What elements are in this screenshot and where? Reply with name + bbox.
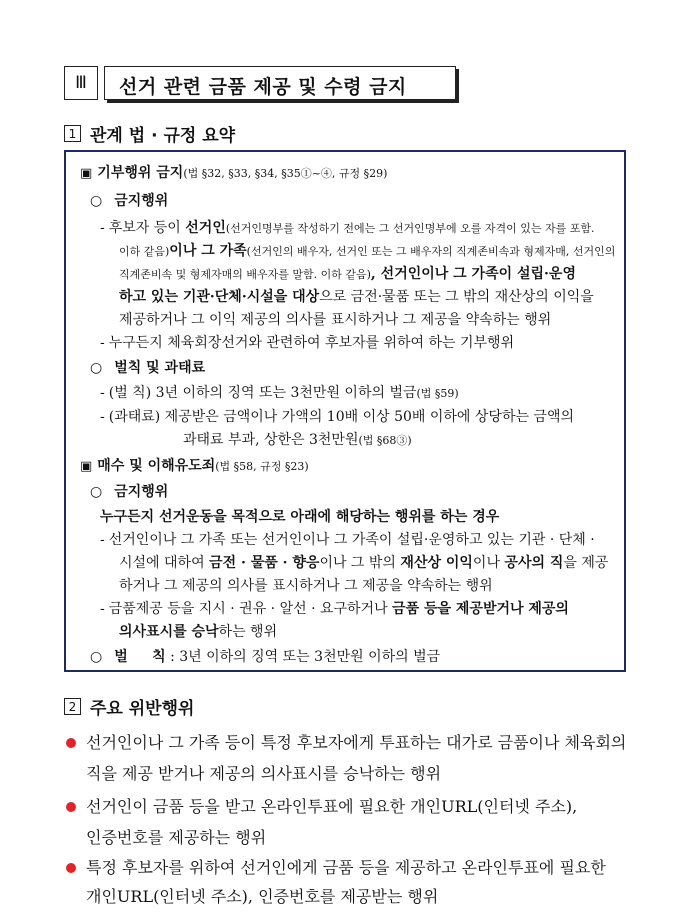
square-marker-icon: ▣	[80, 459, 93, 474]
gift-item1-line2: 이하 같음)이나 그 가족(선거인의 배우자, 선거인 또는 그 배우자의 직계존비속과 형제자매, 선거인의	[119, 243, 616, 259]
gift-penalty-1: - (벌 칙) 3년 이하의 징역 또는 3천만원 이하의 벌금(법 §59)	[100, 385, 459, 401]
section-2-title: 주요 위반행위	[90, 699, 195, 719]
gift-item1-line5: 제공하거나 그 이익 제공의 의사를 표시하거나 그 제공을 약속하는 행위	[119, 312, 552, 328]
square-marker-icon: ▣	[80, 166, 93, 181]
circle-marker-icon: ○	[90, 360, 103, 376]
bribe-item2-line2: 의사표시를 승낙하는 행위	[119, 624, 278, 640]
violation-3-line1: 특정 후보자를 위하여 선거인에게 금품 등을 제공하고 온라인투표에 필요한	[86, 858, 606, 877]
section-2-heading	[64, 694, 194, 719]
gift-item1-line3: 직계존비속 및 형제자매의 배우자를 말함. 이하 같음), 선거인이나 그 가족이 설립·운영	[119, 266, 576, 282]
violation-3-line2: 개인URL(인터넷 주소), 인증번호를 제공받는 행위	[86, 887, 439, 906]
gift-penalty-2-line1: - (과태료) 제공받은 금액이나 가액의 10배 이상 50배 이하에 상당하는 금액의	[100, 409, 575, 425]
bribe-heading: ▣ 매수 및 이해유도죄(법 §58, 규정 §23)	[80, 458, 309, 474]
section-1-heading	[64, 121, 235, 146]
bribe-item1-line1: - 선거인이나 그 가족 또는 선거인이나 그 가족이 설립·운영하고 있는 기관 · 단체 ·	[100, 532, 595, 548]
gift-item1-line4: 하고 있는 기관·단체·시설을 대상으로 금전·물품 또는 그 밖의 재산상의 이익을	[119, 289, 594, 305]
violation-1-line1: 선거인이나 그 가족 등이 특정 후보자에게 투표하는 대가로 금품이나 체육회의	[86, 733, 627, 752]
red-bullet-icon	[66, 863, 76, 873]
chapter-title: 선거 관련 금품 제공 및 수령 금지	[119, 76, 407, 98]
gift-item1-line1: - 후보자 등이 선거인(선거인명부를 작성하기 전에는 그 선거인명부에 오를 자격이 있는 자를 포함.	[100, 220, 595, 236]
section-1-title: 관계 법 · 규정 요약	[90, 126, 236, 146]
circle-marker-icon: ○	[90, 649, 103, 665]
section-2-number: 2	[64, 698, 81, 715]
red-bullet-icon	[66, 738, 76, 748]
bribe-penalty: ○ 벌 칙 : 3년 이하의 징역 또는 3천만원 이하의 벌금	[90, 649, 441, 665]
gift-prohibited-heading: ○ 금지행위	[90, 193, 169, 209]
violation-2-line2: 인증번호를 제공하는 행위	[86, 828, 267, 847]
violation-2-line1: 선거인이 금품 등을 받고 온라인투표에 필요한 개인URL(인터넷 주소),	[86, 797, 578, 816]
bribe-item1-line3: 하거나 그 제공의 의사를 표시하거나 그 제공을 약속하는 행위	[119, 578, 493, 594]
gift-item2: - 누구든지 체육회장선거와 관련하여 후보자를 위하여 하는 기부행위	[100, 335, 515, 351]
red-bullet-icon	[66, 802, 76, 812]
circle-marker-icon: ○	[90, 484, 103, 500]
violation-1-line2: 직을 제공 받거나 제공의 의사표시를 승낙하는 행위	[86, 764, 442, 783]
chapter-number: Ⅲ	[64, 66, 98, 100]
gift-penalty-2-line2: 과태료 부과, 상한은 3천만원(법 §68③)	[183, 432, 412, 448]
chapter-title-box	[104, 66, 456, 100]
gift-penalty-heading: ○ 벌칙 및 과태료	[90, 360, 206, 376]
bribe-lead: 누구든지 선거운동을 목적으로 아래에 해당하는 행위를 하는 경우	[100, 509, 500, 525]
bribe-item1-line2: 시설에 대하여 금전 · 물품 · 향응이나 그 밖의 재산상 이익이나 공사의 직을 제공	[119, 555, 609, 571]
section-1-number: 1	[64, 125, 81, 142]
bribe-prohibited-heading: ○ 금지행위	[90, 484, 169, 500]
circle-marker-icon: ○	[90, 193, 103, 209]
law-summary-box	[64, 150, 626, 672]
bribe-item2-line1: - 금품제공 등을 지시 · 권유 · 알선 · 요구하거나 금품 등을 제공받거나 제공의	[100, 601, 569, 617]
gift-heading: ▣ 기부행위 금지(법 §32, §33, §34, §35①~④, 규정 §29)	[80, 165, 388, 181]
